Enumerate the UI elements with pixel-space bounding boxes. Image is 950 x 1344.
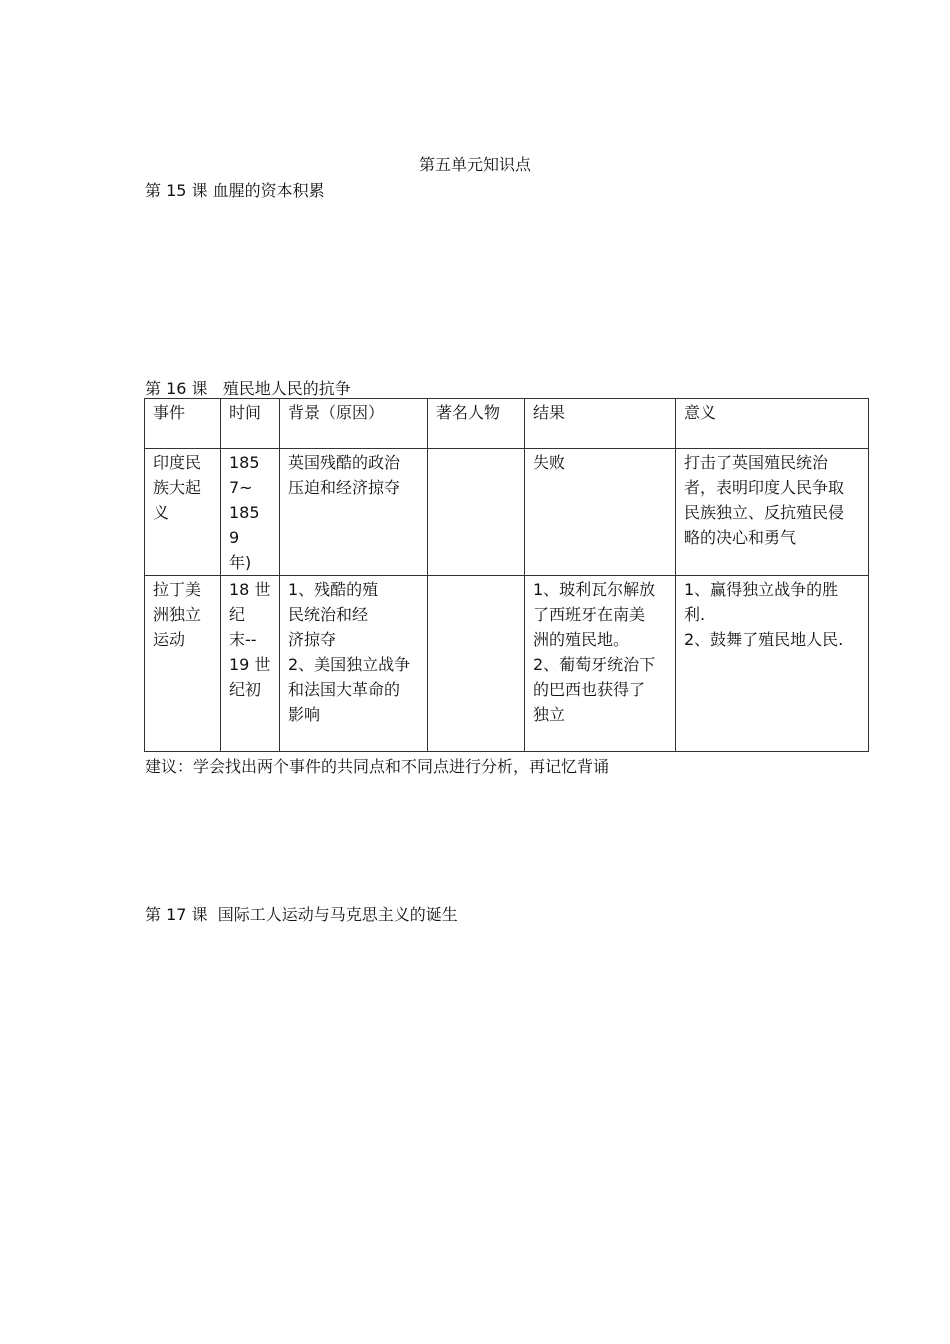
cell-text-line: 1、玻利瓦尔解放 bbox=[533, 580, 656, 599]
cell-text-line: 2、美国独立战争 bbox=[288, 655, 411, 674]
cell-text-line: 7~ bbox=[229, 478, 253, 497]
header-people: 著名人物 bbox=[428, 399, 525, 449]
cell-event bbox=[145, 449, 221, 576]
cell-people bbox=[428, 449, 525, 576]
cell-event bbox=[145, 576, 221, 752]
cell-text-line: 运动 bbox=[153, 630, 186, 649]
cell-text-line: 洲的殖民地。 bbox=[533, 630, 630, 649]
cell-text-line: 济掠夺 bbox=[288, 630, 337, 649]
header-result: 结果 bbox=[525, 399, 676, 449]
cell-text-line: 民族独立、反抗殖民侵 bbox=[684, 503, 845, 522]
lesson-16-heading: 第 16 课 殖民地人民的抗争 bbox=[145, 379, 351, 398]
cell-text-line: 185 bbox=[229, 503, 260, 522]
cell-text-line: 年) bbox=[229, 553, 252, 572]
cell-text-line: 英国残酷的政治 bbox=[288, 453, 401, 472]
cell-text-line: 19 世 bbox=[229, 655, 271, 674]
cell-text-line: 2、葡萄牙统治下 bbox=[533, 655, 656, 674]
cell-text-line: 利. bbox=[684, 605, 706, 624]
cell-text-line: 者，表明印度人民争取 bbox=[684, 478, 845, 497]
cell-text-line: 2、鼓舞了殖民地人民. bbox=[684, 630, 844, 649]
header-time: 时间 bbox=[221, 399, 280, 449]
page-title: 第五单元知识点 bbox=[418, 155, 531, 174]
cell-significance bbox=[676, 576, 869, 752]
cell-background bbox=[280, 576, 428, 752]
header-significance: 意义 bbox=[676, 399, 869, 449]
cell-text-line: 纪初 bbox=[229, 680, 262, 699]
cell-text-line: 185 bbox=[229, 453, 260, 472]
cell-text-line: 民统治和经 bbox=[288, 605, 369, 624]
header-event: 事件 bbox=[145, 399, 221, 449]
cell-text-line: 族大起 bbox=[153, 478, 202, 497]
cell-text-line: 印度民 bbox=[153, 453, 202, 472]
cell-text-line: 压迫和经济掠夺 bbox=[288, 478, 401, 497]
cell-text-line: 打击了英国殖民统治 bbox=[684, 453, 829, 472]
cell-result bbox=[525, 449, 676, 576]
cell-text-line: 失败 bbox=[533, 453, 566, 472]
cell-text-line: 拉丁美 bbox=[153, 580, 202, 599]
cell-text-line: 洲独立 bbox=[153, 605, 202, 624]
table-header-row bbox=[145, 399, 869, 449]
cell-significance bbox=[676, 449, 869, 576]
cell-text-line: 纪 bbox=[229, 605, 246, 624]
cell-text-line: 了西班牙在南美 bbox=[533, 605, 646, 624]
cell-text-line: 末-- bbox=[229, 630, 257, 649]
cell-text-line: 1、残酷的殖 bbox=[288, 580, 379, 599]
cell-text-line: 义 bbox=[153, 503, 170, 522]
cell-people bbox=[428, 576, 525, 752]
cell-text-line: 18 世 bbox=[229, 580, 271, 599]
lesson-17-heading: 第 17 课 国际工人运动与马克思主义的诞生 bbox=[145, 905, 458, 924]
table-row bbox=[145, 449, 869, 576]
cell-text-line: 1、赢得独立战争的胜 bbox=[684, 580, 839, 599]
cell-text-line: 独立 bbox=[533, 705, 566, 724]
cell-result bbox=[525, 576, 676, 752]
cell-text-line: 9 bbox=[229, 528, 240, 547]
events-table bbox=[144, 398, 869, 752]
cell-text-line: 略的决心和勇气 bbox=[684, 528, 797, 547]
header-background: 背景（原因） bbox=[280, 399, 428, 449]
cell-time bbox=[221, 576, 280, 752]
cell-text-line: 和法国大革命的 bbox=[288, 680, 401, 699]
cell-background bbox=[280, 449, 428, 576]
cell-text-line: 影响 bbox=[288, 705, 321, 724]
study-advice: 建议：学会找出两个事件的共同点和不同点进行分析，再记忆背诵 bbox=[145, 757, 610, 776]
cell-time bbox=[221, 449, 280, 576]
lesson-15-heading: 第 15 课 血腥的资本积累 bbox=[145, 181, 325, 200]
table-row bbox=[145, 576, 869, 752]
cell-text-line: 的巴西也获得了 bbox=[533, 680, 646, 699]
